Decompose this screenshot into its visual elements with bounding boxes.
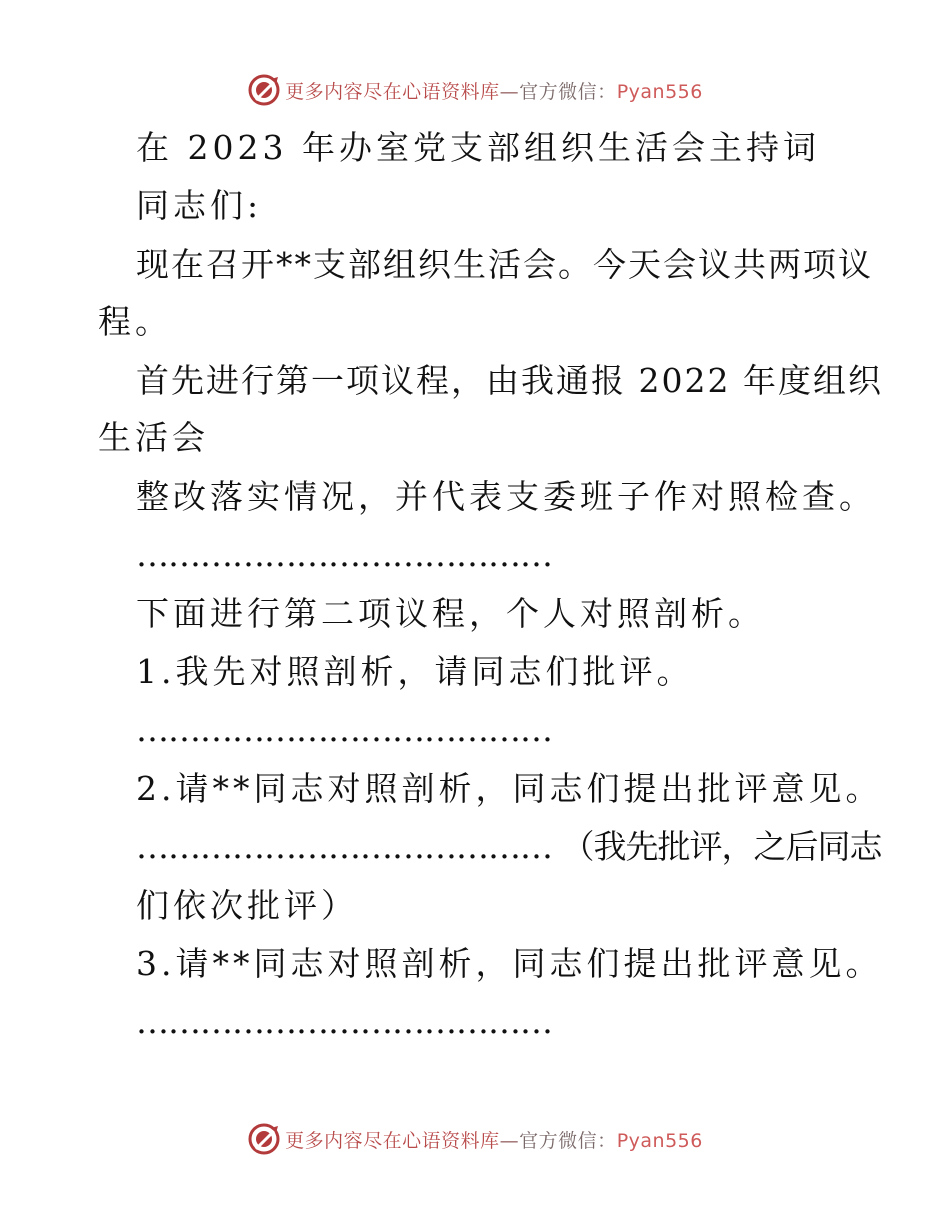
pen-logo-icon <box>247 73 281 107</box>
watermark-account: Pyan556 <box>616 1129 703 1152</box>
watermark-site: 更多内容尽在心语资料库 <box>285 80 500 103</box>
paragraph-line: 首先进行第一项议程，由我通报 2022 年度组织 <box>136 361 883 400</box>
list-item: 2.请**同志对照剖析，同志们提出批评意见。 <box>136 769 883 808</box>
watermark-site: 更多内容尽在心语资料库 <box>285 1129 500 1152</box>
document-title: 在 2023 年办室党支部组织生活会主持词 <box>136 128 820 167</box>
footer-watermark <box>0 1121 950 1157</box>
ellipsis-line: ………………………………… <box>136 710 552 749</box>
watermark-separator: — <box>499 1129 520 1152</box>
watermark-label: 官方微信： <box>519 1129 617 1152</box>
ellipsis-line: ………………………………… <box>136 1002 552 1041</box>
paragraph-line: 们依次批评） <box>136 886 358 925</box>
paragraph-line: 生活会 <box>98 418 209 457</box>
paragraph-line: 现在召开**支部组织生活会。今天会议共两项议 <box>136 245 873 284</box>
paragraph-line: 下面进行第二项议程，个人对照剖析。 <box>136 594 765 633</box>
watermark-account: Pyan556 <box>616 80 703 103</box>
paragraph-line: 程。 <box>98 302 172 341</box>
pen-logo-icon <box>247 1122 281 1156</box>
list-item: 1.我先对照剖析，请同志们批评。 <box>136 652 694 691</box>
watermark-label: 官方微信： <box>519 80 617 103</box>
ellipsis-line: ………………………………… <box>136 535 552 574</box>
list-item: 3.请**同志对照剖析，同志们提出批评意见。 <box>136 944 883 983</box>
salutation: 同志们: <box>136 186 263 225</box>
watermark-text <box>285 77 703 104</box>
header-watermark <box>0 72 950 108</box>
watermark-separator: — <box>499 80 520 103</box>
watermark-text <box>285 1126 703 1153</box>
ellipsis-line: ………………………………… （我先批评，之后同志 <box>136 827 882 866</box>
paragraph-line: 整改落实情况，并代表支委班子作对照检查。 <box>136 477 876 516</box>
